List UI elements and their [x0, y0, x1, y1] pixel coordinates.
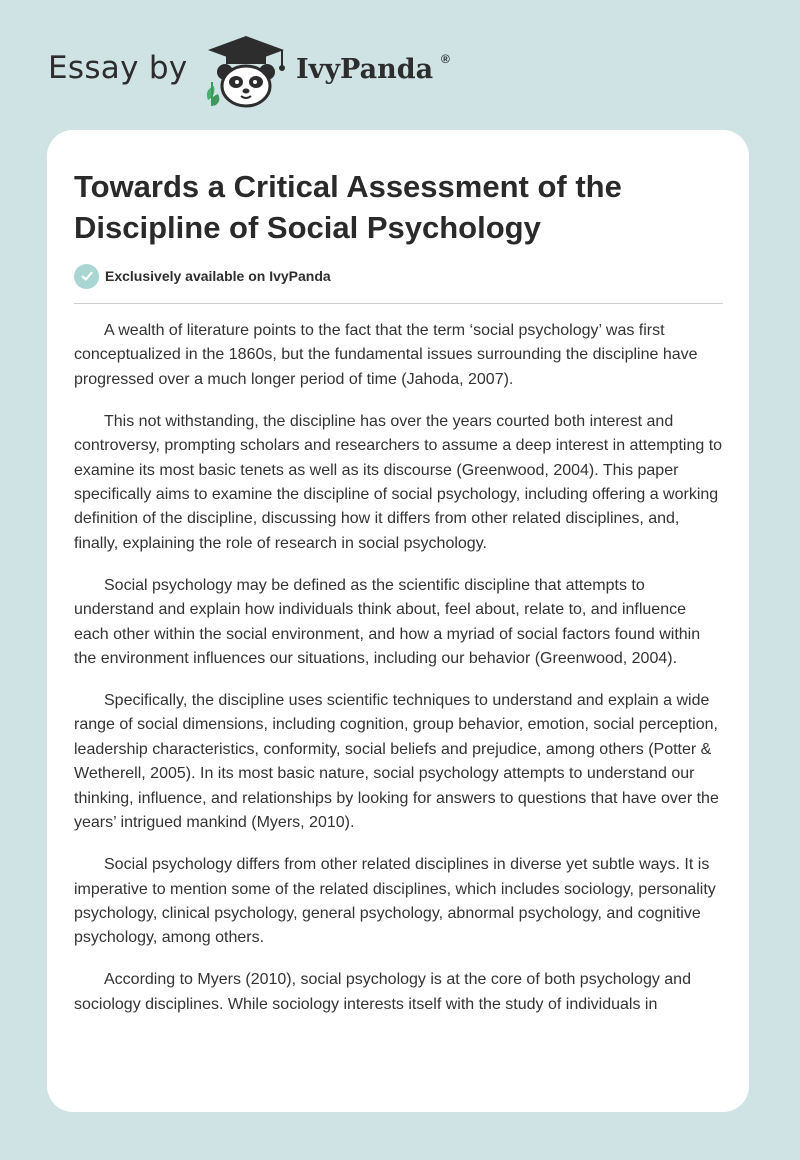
paragraph: Social psychology may be defined as the scientific discipline that attempts to understand and explain how individuals think about, feel about, relate to, and influence each other within the social environment, and how a myriad of social factors found within the environment influences our situations, including our behavior (Greenwood, 2004).	[74, 576, 701, 668]
paragraph: Specifically, the discipline uses scientific techniques to understand and explain a wide range of social dimensions, including cognition, group behavior, emotion, social perception, leadership characteristics, conformity, social beliefs and prejudice, among others (Potter & Wetherell, 2005). In its most basic nature, social psychology attempts to understand our thinking, influence, and relationships by looking for answers to questions that have over the years’ intrigued mankind (Myers, 2010).	[74, 692, 719, 832]
panda-graduate-icon	[200, 34, 292, 108]
page-title: Towards a Critical Assessment of the Discipline of Social Psychology	[74, 169, 622, 245]
paragraph: This not withstanding, the discipline has over the years courted both interest and controversy, prompting scholars and researchers to assume a deep interest in attempting to examine its most basic tenets as well as its discourse (Greenwood, 2004). This paper specifically aims to examine the discipline of social psychology, including offering a working definition of the discipline, discussing how it differs from other related disciplines, and, finally, explaining the role of research in social psychology.	[74, 412, 723, 552]
brand-prefix: Essay by	[48, 50, 188, 86]
paragraph: Social psychology differs from other related disciplines in diverse yet subtle ways. It is imperative to mention some of the related disciplines, which includes sociology, personality psychology, clinical psychology, general psychology, abnormal psychology, and cognitive psychology, among others.	[74, 856, 716, 947]
brand-name: IvyPanda	[296, 54, 434, 85]
paragraph: According to Myers (2010), social psychology is at the core of both psychology and sociology disciplines. While sociology interests itself with the study of individuals in	[74, 971, 691, 1013]
essay-card	[47, 130, 749, 1112]
paragraph: A wealth of literature points to the fact that the term ‘social psychology’ was first conceptualized in the 1860s, but the fundamental issues surrounding the discipline have progressed over a much longer period of time (Jahoda, 2007).	[74, 322, 698, 388]
exclusive-label: Exclusively available on IvyPanda	[105, 268, 331, 284]
registered-mark: ®	[441, 52, 450, 66]
check-circle-icon	[74, 264, 99, 289]
divider	[74, 303, 723, 304]
exclusive-badge	[74, 263, 331, 289]
site-header	[0, 0, 800, 130]
essay-body	[74, 319, 724, 1035]
